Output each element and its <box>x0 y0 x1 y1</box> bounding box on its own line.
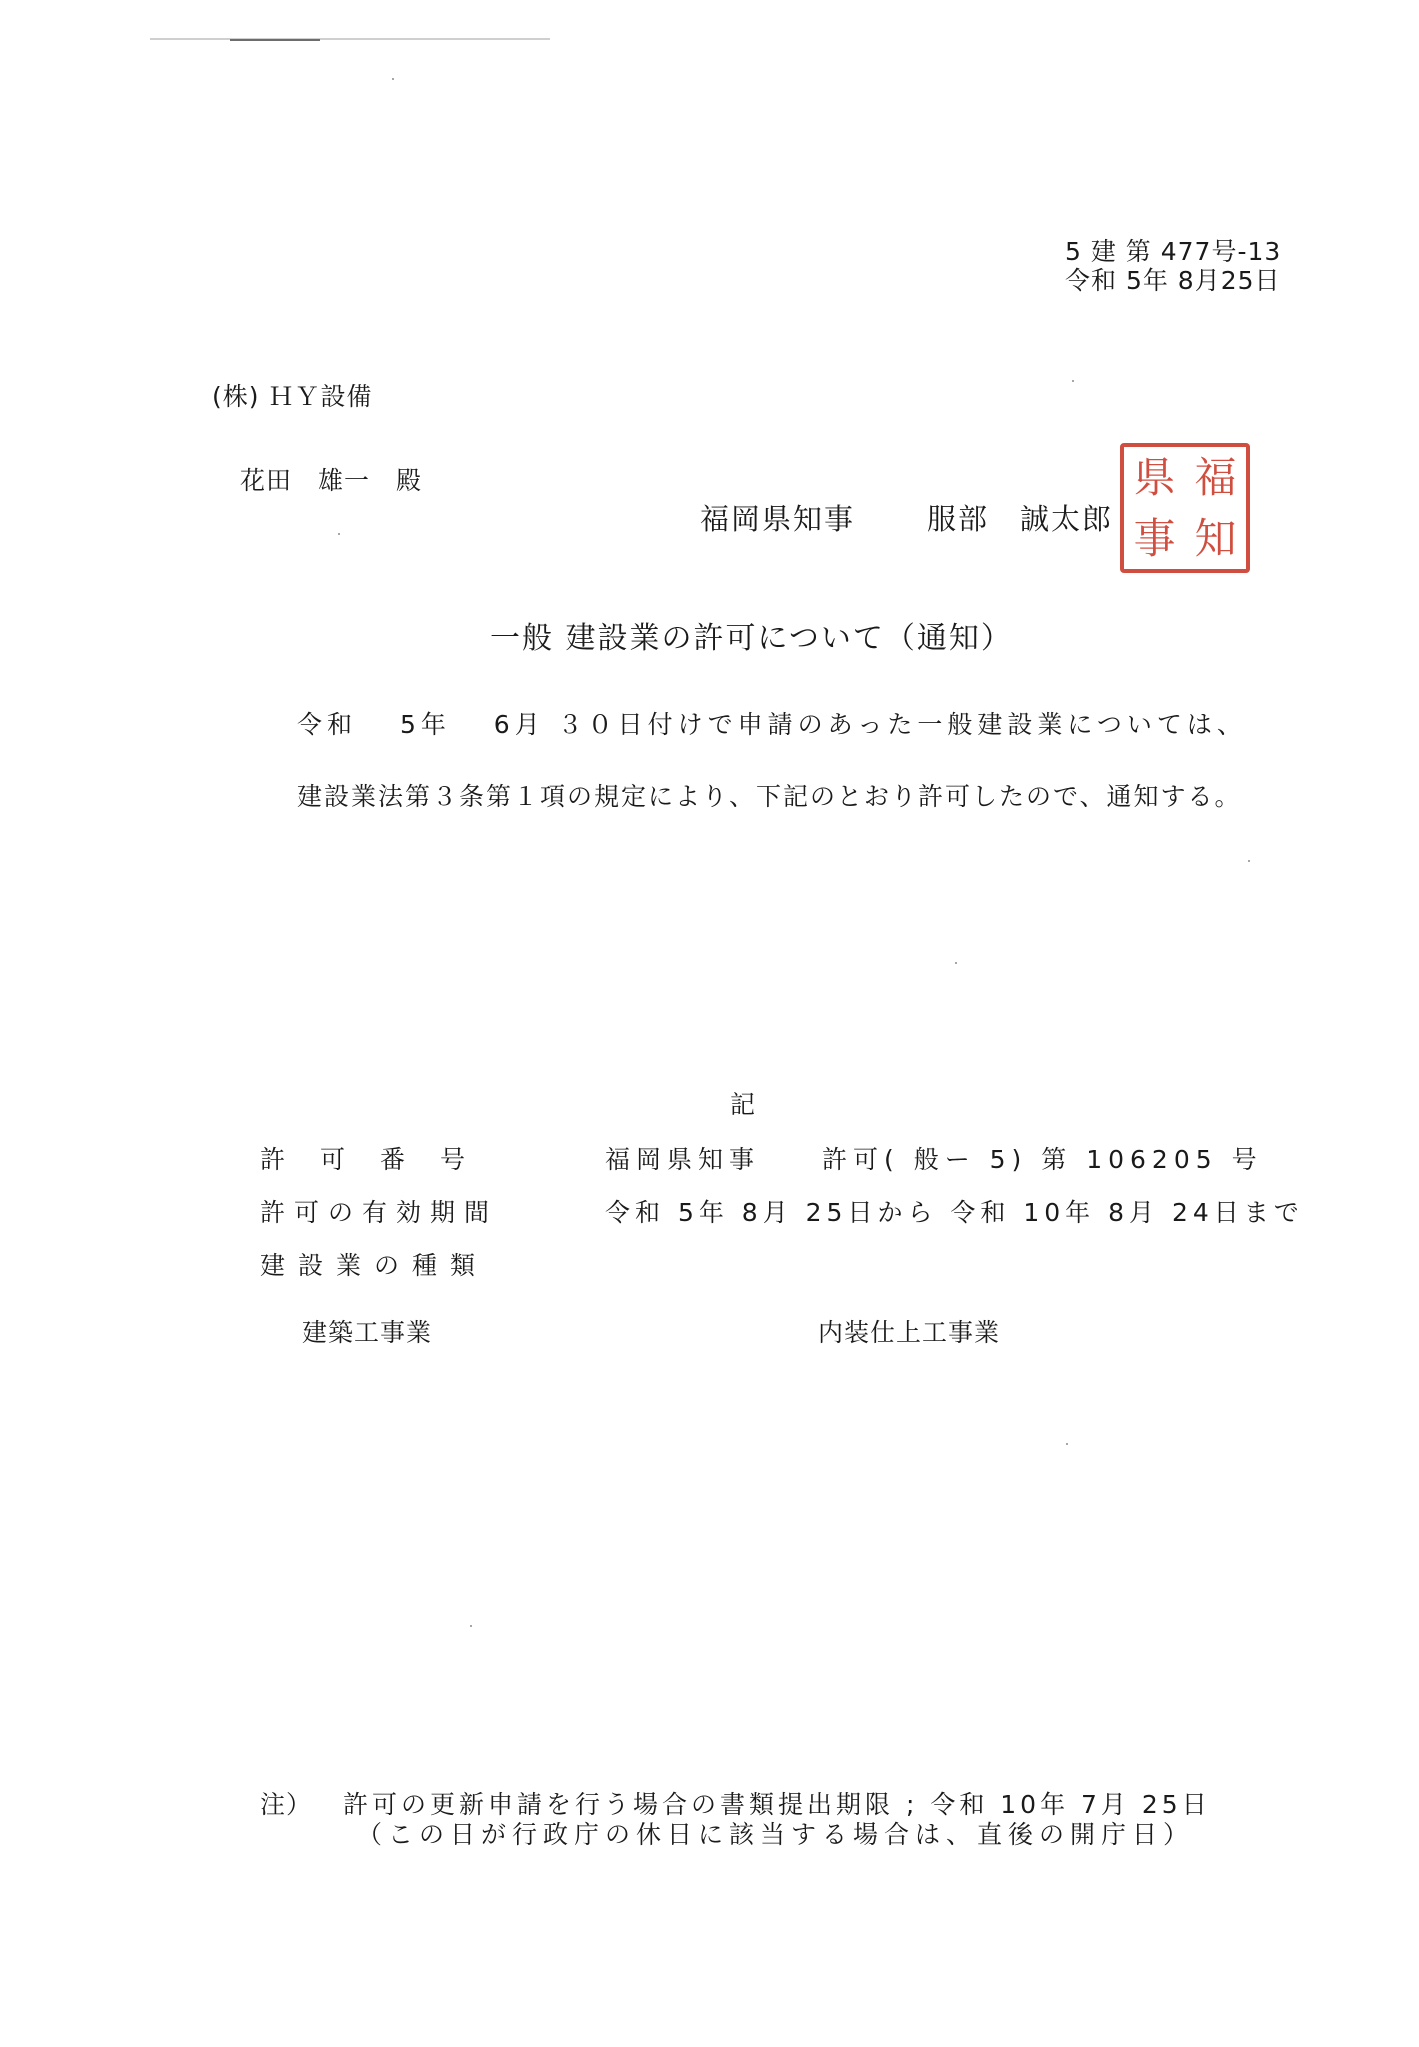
business-types-label: 建設業の種類 <box>260 1251 489 1280</box>
permit-number-label: 許可番号 <box>260 1145 501 1174</box>
scan-speck <box>338 533 340 535</box>
issuer-title: 福岡県知事 <box>700 502 856 536</box>
validity-value: 令和 5年 8月 25日から 令和 10年 8月 24日まで <box>605 1198 1304 1227</box>
recipient-company: (株) ＨＹ設備 <box>212 382 373 411</box>
business-type-1: 建築工事業 <box>302 1318 433 1347</box>
scan-artifact-line <box>230 39 320 41</box>
scan-speck <box>1072 380 1074 382</box>
scan-speck <box>470 1625 472 1627</box>
validity-label: 許可の有効期間 <box>260 1198 499 1227</box>
note-label: 注） <box>260 1790 313 1819</box>
recipient-name: 花田 雄一 殿 <box>240 466 423 495</box>
document-title: 一般 建設業の許可について（通知） <box>490 621 1013 656</box>
permit-number-value: 福岡県知事 許可( 般ー 5) 第 106205 号 <box>605 1145 1263 1174</box>
seal-char: 県 <box>1133 452 1176 502</box>
seal-char: 福 <box>1194 452 1237 502</box>
body-line-1: 令和 5年 6月 ３０日付けで申請のあった一般建設業については、 <box>297 710 1247 739</box>
ki-label: 記 <box>730 1090 757 1119</box>
official-seal <box>1120 443 1250 573</box>
scan-speck <box>955 962 957 964</box>
seal-char: 知 <box>1194 513 1237 563</box>
business-type-2: 内装仕上工事業 <box>818 1318 1001 1347</box>
body-line-2: 建設業法第３条第１項の規定により、下記のとおり許可したので、通知する。 <box>297 782 1242 811</box>
scan-speck <box>1248 860 1250 862</box>
seal-char: 事 <box>1133 513 1176 563</box>
scan-artifact-line <box>150 38 550 40</box>
issuer-name: 服部 誠太郎 <box>927 502 1114 536</box>
scan-speck <box>392 78 394 80</box>
scan-speck <box>1066 1443 1068 1445</box>
note-line-2: （この日が行政庁の休日に該当する場合は、直後の開庁日） <box>357 1820 1195 1849</box>
note-line-1: 許可の更新申請を行う場合の書類提出期限 ; 令和 10年 7月 25日 <box>343 1790 1211 1819</box>
document-date: 令和 5年 8月25日 <box>1065 266 1281 295</box>
document-number: 5 建 第 477号-13 <box>1065 237 1282 266</box>
